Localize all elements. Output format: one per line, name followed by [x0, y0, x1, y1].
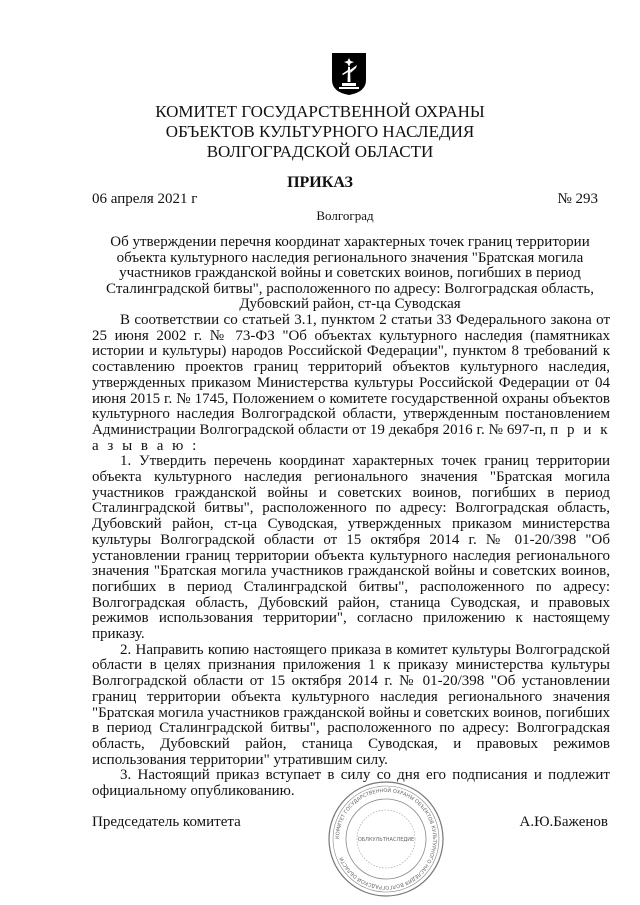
order-title: ПРИКАЗ — [287, 174, 353, 191]
preamble-paragraph — [92, 313, 610, 454]
preamble-text: В соответствии со статьей 3.1, пунктом 2 статьи 33 Федерального закона от 25 июня 2002 г. № 73-ФЗ "Об объектах культурного наследия (памятниках истории и культуры) народов Российской Федерации", пунктом 8 требований к составлению проектов границ территорий объектов культурного наследия, утвержденных приказом Министерства культуры Российской Федерации от 04 июня 2015 г. № 1745, Положением о комитете государственной охраны объектов культурного наследия Волгоградской области, утвержденным постановлением Администрации Волгоградской области от 19 декабря 2016 г. № 697-п, — [92, 312, 610, 438]
order-city: Волгоград — [316, 208, 374, 223]
order-word: п р и к а з ы в а ю : — [92, 421, 611, 454]
item-3-paragraph: 3. Настоящий приказ вступает в силу со дня его подписания и подлежит официальному опубликованию. — [92, 767, 610, 800]
organization-header — [0, 102, 640, 162]
seal-ring-text: КОМИТЕТ ГОСУДАРСТВЕННОЙ ОХРАНЫ ОБЪЕКТОВ КУЛЬТУРНОГО НАСЛЕДИЯ ВОЛГОГРАДСКОЙ ОБЛАСТИ — [334, 787, 438, 891]
item-2-paragraph: 2. Направить копию настоящего приказа в комитет культуры Волгоградской области в целях признания приложения 1 к приказу министерства культуры Волгоградской области от 15 октября 2014 г. № 01-20/398 "Об установлении границ территории объекта культурного наследия регионального значения "Братская могила участников гражданской войны и советских воинов, погибших в период Сталинградской битвы", расположенного по адресу: Волгоградская область, Дубовский район, станица Суводская, и правовых режимов использования территории" утратившим силу. — [92, 641, 610, 768]
header-line-3: ВОЛГОГРАДСКОЙ ОБЛАСТИ — [206, 142, 434, 161]
coat-of-arms-icon — [331, 52, 367, 96]
signer-title: Председатель комитета — [92, 814, 241, 830]
order-number: № 293 — [557, 191, 598, 207]
signer-name: А.Ю.Баженов — [519, 814, 608, 830]
seal-center-text: ОБЛКУЛЬТНАСЛЕДИЕ — [357, 837, 415, 843]
official-seal — [326, 779, 446, 899]
order-date: 06 апреля 2021 г — [92, 191, 198, 207]
order-body — [92, 313, 610, 800]
header-line-1: КОМИТЕТ ГОСУДАРСТВЕННОЙ ОХРАНЫ — [155, 102, 485, 121]
header-line-2: ОБЪЕКТОВ КУЛЬТУРНОГО НАСЛЕДИЯ — [165, 122, 475, 141]
item-1-paragraph: 1. Утвердить перечень координат характерных точек границ территории объекта культурного наследия регионального значения "Братская могила участников гражданской войны и советских воинов, погибших в период Сталинградской битвы", расположенного по адресу: Волгоградская область, Дубовский район, ст-ца Суводская, утвержденных приказом министерства культуры Волгоградской области от 15 октября 2014 г. № 01-20/398 "Об установлении границ территории объекта культурного наследия регионального значения "Братская могила участников гражданской войны и советских воинов, погибших в период Сталинградской битвы", расположенного по адресу: Волгоградская область, Дубовский район, станица Суводская, и правовых режимов использования территории", согласно приложению к настоящему приказу. — [92, 453, 610, 643]
order-subject: Об утверждении перечня координат характерных точек границ территории объекта культурного наследия регионального значения "Братская могила участников гражданской войны и советских воинов, погибших в период Сталинградской битвы", расположенного по адресу: Волгоградская область, Дубовский район, ст-ца Суводская — [106, 234, 594, 312]
